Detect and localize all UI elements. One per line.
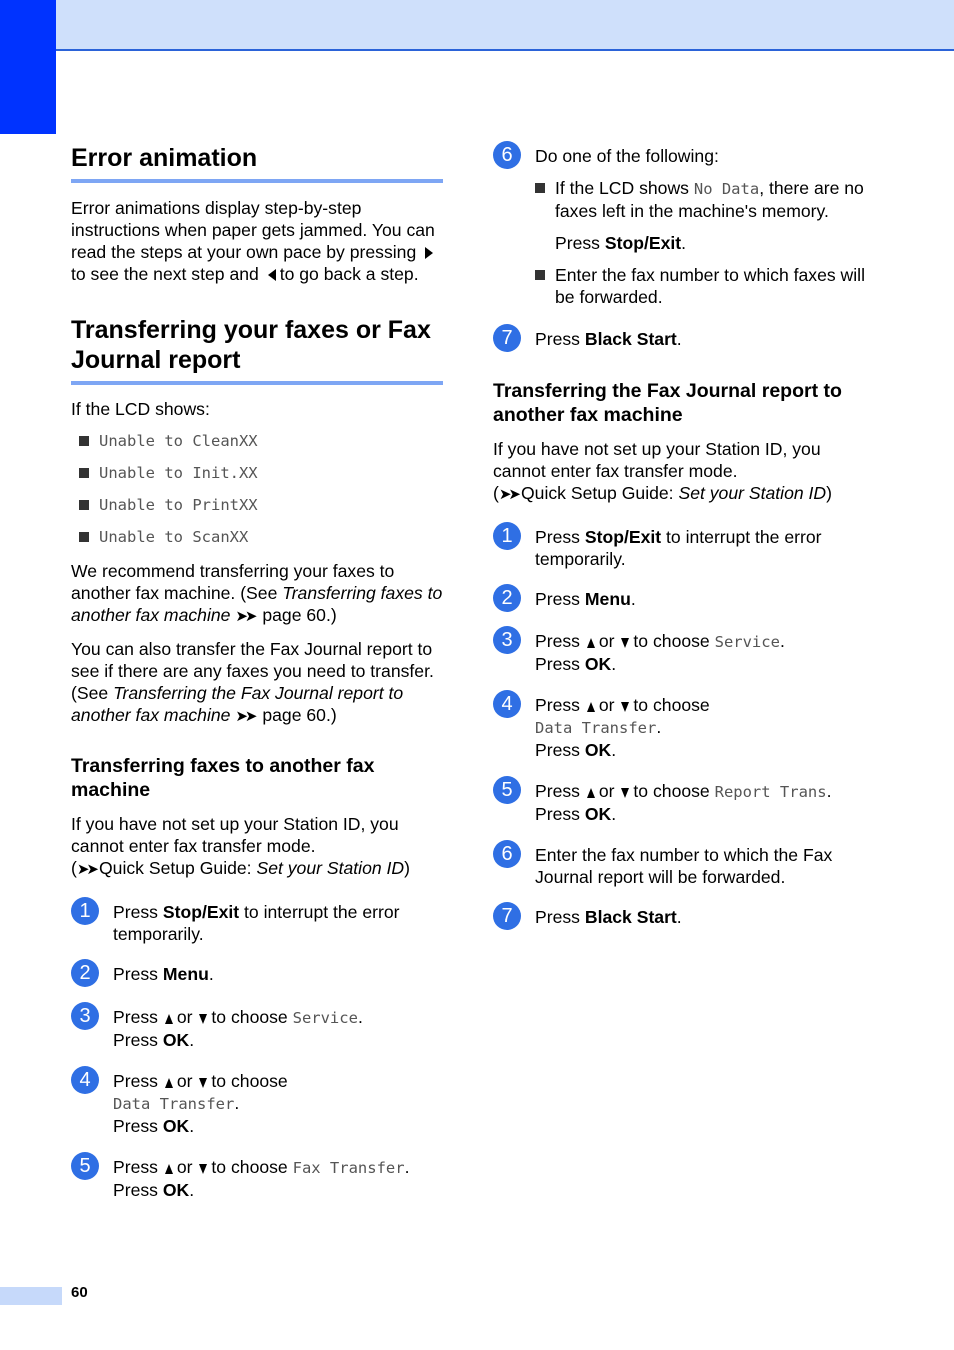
down-arrow-icon [199, 1078, 207, 1088]
error-animation-paragraph: Error animations display step-by-step instructions when paper gets jammed. You can read the steps at your own pace by pressing to see the next step and to go back a step. [71, 198, 435, 284]
down-arrow-icon [199, 1164, 207, 1174]
recommend-paragraph: We recommend transferring your faxes to another fax machine. (See Transferring faxes to another fax machine ➤➤ page 60.) [71, 561, 443, 625]
double-arrow-icon: ➤➤ [235, 608, 255, 625]
step-7: 7 Press Black Start. [493, 328, 865, 352]
page-number: 60 [71, 1284, 88, 1301]
step-number-badge: 7 [493, 902, 521, 930]
bullet-icon [79, 532, 89, 542]
step-number-badge: 1 [493, 522, 521, 550]
step-1: 1 Press Stop/Exit to interrupt the error temporarily. [71, 901, 443, 945]
left-arrow-icon [268, 269, 276, 281]
bullet-icon [79, 468, 89, 478]
footer-band [0, 1287, 62, 1305]
step-number-badge: 4 [71, 1066, 99, 1094]
step-6: 6 Enter the fax number to which the Fax Journal report will be forwarded. [493, 844, 865, 888]
double-arrow-icon: ➤➤ [498, 486, 518, 503]
guide-reference-link[interactable]: Set your Station ID [256, 858, 405, 878]
down-arrow-icon [621, 788, 629, 798]
down-arrow-icon [621, 638, 629, 648]
journal-subheading: Transferring the Fax Journal report to another fax machine [493, 380, 842, 426]
up-arrow-icon [587, 788, 595, 798]
step-number-badge: 5 [71, 1152, 99, 1180]
station-id-note: If you have not set up your Station ID, you cannot enter fax transfer mode. (➤➤ Quick Setup Guide: Set your Station ID) [71, 814, 410, 878]
lcd-list [71, 430, 443, 558]
step-2: 2 Press Menu. [71, 963, 443, 987]
double-arrow-icon: ➤➤ [76, 861, 96, 878]
guide-reference-link[interactable]: Set your Station ID [678, 483, 827, 503]
also-paragraph: You can also transfer the Fax Journal report to see if there are any faxes you need to transfer. (See Transferring the Fax Journal report to another fax machine ➤➤ page 60.) [71, 639, 434, 725]
up-arrow-icon [587, 702, 595, 712]
bullet-icon [79, 436, 89, 446]
right-arrow-icon [425, 247, 433, 259]
step-4: 4 Press or to choose Data Transfer. Press OK. [71, 1070, 443, 1137]
step-number-badge: 3 [493, 626, 521, 654]
step-2: 2 Press Menu. [493, 588, 865, 612]
step-number-badge: 2 [71, 959, 99, 987]
station-id-note: If you have not set up your Station ID, you cannot enter fax transfer mode. (➤➤ Quick Setup Guide: Set your Station ID) [493, 439, 832, 503]
down-arrow-icon [199, 1014, 207, 1024]
down-arrow-icon [621, 702, 629, 712]
error-animation-heading: Error animation [71, 143, 443, 183]
faxes-subheading: Transferring faxes to another fax machine [71, 755, 375, 801]
up-arrow-icon [165, 1164, 173, 1174]
left-column [71, 143, 443, 1201]
up-arrow-icon [165, 1078, 173, 1088]
step-number-badge: 3 [71, 1002, 99, 1030]
step-number-badge: 1 [71, 897, 99, 925]
cross-reference-link[interactable]: Transferring faxes to another fax machine [71, 583, 443, 625]
list-item: Unable to Init.XX [79, 462, 443, 494]
up-arrow-icon [587, 638, 595, 648]
cross-reference-link[interactable]: Transferring the Fax Journal report to another fax machine [71, 683, 404, 725]
step-number-badge: 7 [493, 324, 521, 352]
step-4: 4 Press or to choose Data Transfer. Press OK. [493, 694, 865, 761]
transfer-heading: Transferring your faxes or Fax Journal report [71, 315, 443, 385]
header-band [0, 0, 954, 51]
bullet-icon [535, 183, 545, 193]
step-number-badge: 4 [493, 690, 521, 718]
step-3: 3 Press or to choose Service. Press OK. [493, 630, 865, 675]
bullet-icon [535, 270, 545, 280]
list-item: Unable to PrintXX [79, 494, 443, 526]
step-1: 1 Press Stop/Exit to interrupt the error temporarily. [493, 526, 865, 570]
step-7: 7 Press Black Start. [493, 906, 865, 930]
list-item: If the LCD shows No Data, there are no faxes left in the machine's memory. Press Stop/Exit. [535, 177, 865, 254]
lcd-intro: If the LCD shows: [71, 399, 210, 419]
step-number-badge: 5 [493, 776, 521, 804]
list-item: Enter the fax number to which faxes will be forwarded. [535, 264, 865, 308]
step-3: 3 Press or to choose Service. Press OK. [71, 1006, 443, 1051]
bullet-icon [79, 500, 89, 510]
double-arrow-icon: ➤➤ [235, 708, 255, 725]
step-5: 5 Press or to choose Report Trans. Press OK. [493, 780, 865, 825]
step-number-badge: 2 [493, 584, 521, 612]
up-arrow-icon [165, 1014, 173, 1024]
list-item: Unable to CleanXX [79, 430, 443, 462]
chapter-tab [0, 0, 56, 134]
step-number-badge: 6 [493, 840, 521, 868]
step-number-badge: 6 [493, 141, 521, 169]
right-column [493, 143, 865, 930]
step-5: 5 Press or to choose Fax Transfer. Press OK. [71, 1156, 443, 1201]
step-6: 6 Do one of the following: If the LCD shows No Data, there are no faxes left in the machine's memory. Press Stop/Exit. Enter the fax number to which faxes will be forwarded. [493, 145, 865, 308]
list-item: Unable to ScanXX [79, 526, 443, 558]
